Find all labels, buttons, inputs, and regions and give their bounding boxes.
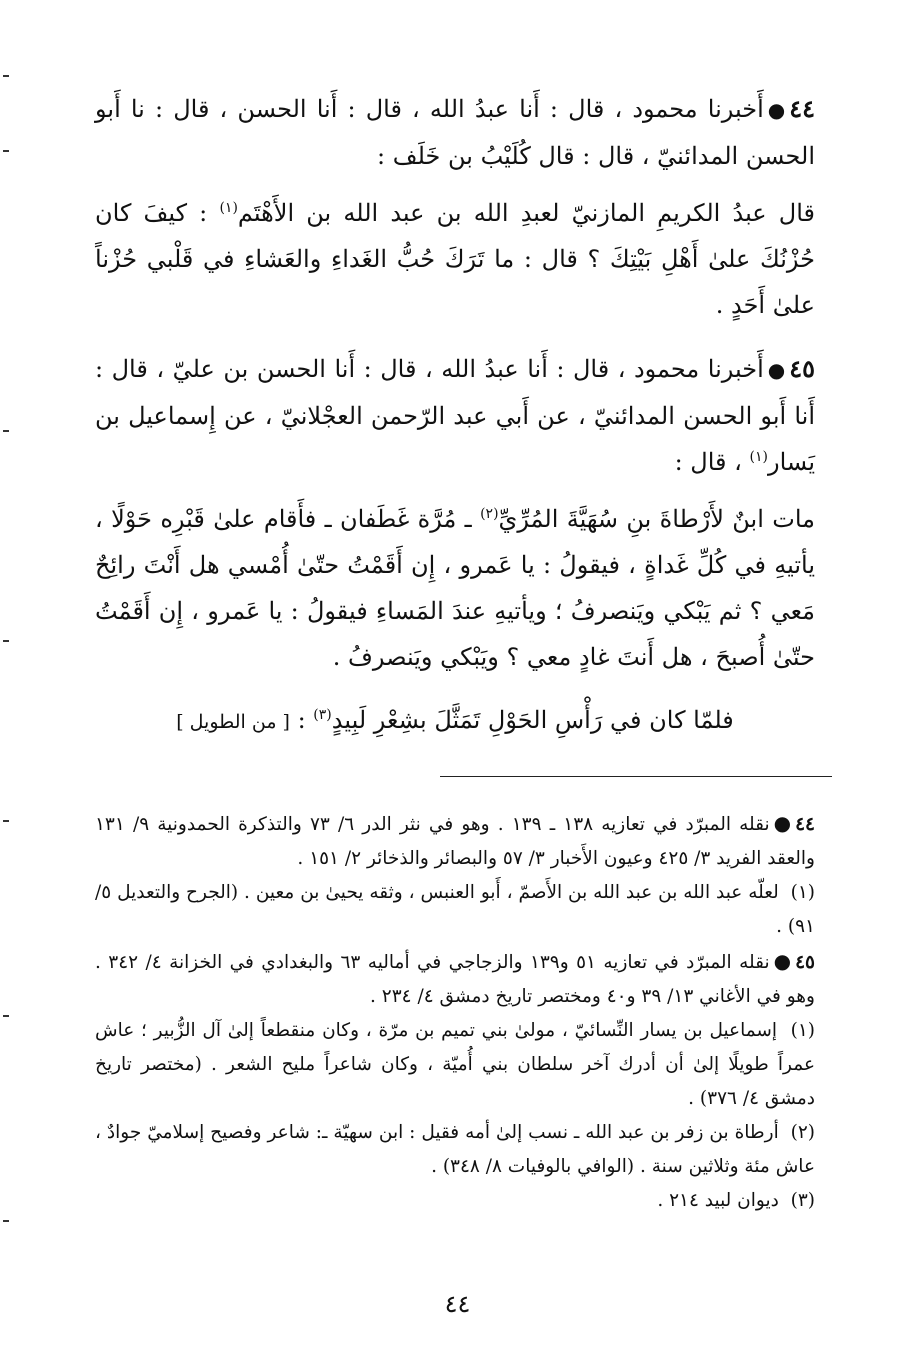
footnote-ref: (١): [749, 449, 768, 465]
entry-44-isnad: [95, 86, 815, 179]
footnote-ref: (١): [219, 200, 238, 216]
page-number: ٤٤: [444, 1290, 471, 1318]
bullet-icon: ●: [767, 358, 786, 382]
body-text: قال عبدُ الكريمِ المازنيّ لعبدِ الله بن عبد الله بن الأَهْتَم: [237, 199, 816, 227]
isnad-text: أَخبرنا محمود ، قال : أَنا عبدُ الله ، قال : أَنا الحسن بن عليّ ، قال : أَنا أَبو الحسن المدائنيّ ، عن أَبي عبد الرّحمن العجْلانيّ ، عن إِسماعيل بن يَسار: [95, 355, 815, 476]
entry-45-body: [95, 496, 815, 680]
verse-intro: فلمّا كان في رَأْسِ الحَوْلِ تَمَثَّلَ بشِعْرِ لَبِيدٍ$^{(٣)}$ : [ من الطويل ]: [176, 706, 734, 734]
footnote-ref: (٢): [480, 506, 499, 522]
scan-mark: [3, 75, 9, 77]
entry-44-body: [95, 190, 815, 328]
footnote-note: (١) إسماعيل بن يسار النِّسائيّ ، مولىٰ بني تميم بن مرّة ، وكان منقطعاً إلىٰ آل الزُّبير ؛ عاش عمراً طويلًا إلىٰ أن أدرك آخر سلطان بني أُميّة ، وكان شاعراً مليح الشعر . (مختصر تاريخ دمشق ٤/ ٣٧٦) .: [95, 1020, 816, 1109]
entry-45: [95, 346, 815, 485]
scan-mark: [3, 820, 9, 822]
body-text: ـ مُرَّة غَطَفان ـ فأَقام علىٰ قَبْرِه حَوْلًا ، يأتيهِ في كُلِّ غَداةٍ ، فيقولُ : يا عَمرو ، إِن أَقَمْتُ حتّىٰ أُمْسي هل أَنْتَ رائِحٌ مَعي ؟ ثم يَبْكي ويَنصرفُ ؛ ويأتيهِ عندَ المَساءِ فيقولُ : يا عَمرو ، إِن أَقَمْتُ حتّىٰ أُصبحَ ، هل أَنتَ غادٍ معي ؟ ويَبْكي ويَنصرفُ .: [95, 505, 815, 671]
isnad-text: أَخبرنا محمود ، قال : أَنا عبدُ الله ، قال : أَنا الحسن ، قال : نا أَبو الحسن المدائنيّ ، قال : قال كُلَيْبُ بن خَلَف :: [95, 95, 815, 170]
scan-mark: [3, 1015, 9, 1017]
footnote-divider: [440, 776, 832, 777]
footnote-ref: (٣): [313, 707, 332, 723]
footnote-note: (٣) ديوان لبيد ٢١٤ .: [657, 1190, 815, 1211]
entry-number: ٤٤: [789, 94, 815, 123]
scan-mark: [3, 640, 9, 642]
entry-45-isnad: [95, 346, 815, 485]
entry-number: ٤٥: [789, 354, 815, 383]
body-text: : كيفَ كان حُزْنُكَ علىٰ أَهْلِ بَيْتِكَ ؟ قال : ما تَرَكَ حُبُّ الغَداءِ والعَشاءِ في قَلْبي حُزْناً علىٰ أَحَدٍ .: [95, 199, 815, 319]
meter-label: [ من الطويل ]: [176, 711, 290, 733]
scan-mark: [3, 150, 9, 152]
verse-intro-text: فلمّا كان في رَأْسِ الحَوْلِ تَمَثَّلَ بشِعْرِ لَبِيدٍ: [331, 706, 734, 734]
footnote-note: (١) لعلّه عبد الله بن عبد الله بن الأَصمّ ، أَبو العنبس ، وثقه يحيىٰ بن معين . (الجرح والتعديل ٥/ ٩١) .: [95, 882, 816, 937]
footnote-entry: ٤٤●نقله المبرّد في تعازيه ١٣٨ ـ ١٣٩ . وهو في نثر الدر ٦/ ٧٣ والتذكرة الحمدونية ٩/ ١٣١ والعقد الفريد ٣/ ٤٢٥ وعيون الأَخبار ٣/ ٥٧ والبصائر والذخائر ٢/ ١٥١ .: [95, 806, 815, 876]
isnad-text: ، قال :: [674, 448, 750, 476]
scan-mark: [3, 1220, 9, 1222]
footnotes: [95, 806, 815, 1218]
scan-mark: [3, 430, 9, 432]
footnote-note: (٢) أرطاة بن زفر بن عبد الله ـ نسب إلىٰ أمه فقيل : ابن سهيّة ـ: شاعر وفصيح إسلاميّ جوادٌ ، عاش مئة وثلاثين سنة . (الوافي بالوفيات ٨/ ٣٤٨) .: [95, 1122, 815, 1177]
entry-44: [95, 86, 815, 179]
bullet-icon: ●: [767, 98, 786, 122]
footnote-entry: ٤٥●نقله المبرّد في تعازيه ٥١ و١٣٩ والزجاجي في أماليه ٦٣ والبغدادي في الخزانة ٤/ ٣٤٢ . وهو في الأغاني ١٣/ ٣٩ و٤٠ ومختصر تاريخ دمشق ٤/ ٢٣٤ .: [95, 944, 815, 1014]
bullet-icon: ●: [773, 949, 792, 973]
bullet-icon: ●: [773, 811, 792, 835]
body-text: مات ابنٌ لأَرْطاةَ بنِ سُهَيَّةَ المُرِّيِّ: [498, 505, 816, 533]
